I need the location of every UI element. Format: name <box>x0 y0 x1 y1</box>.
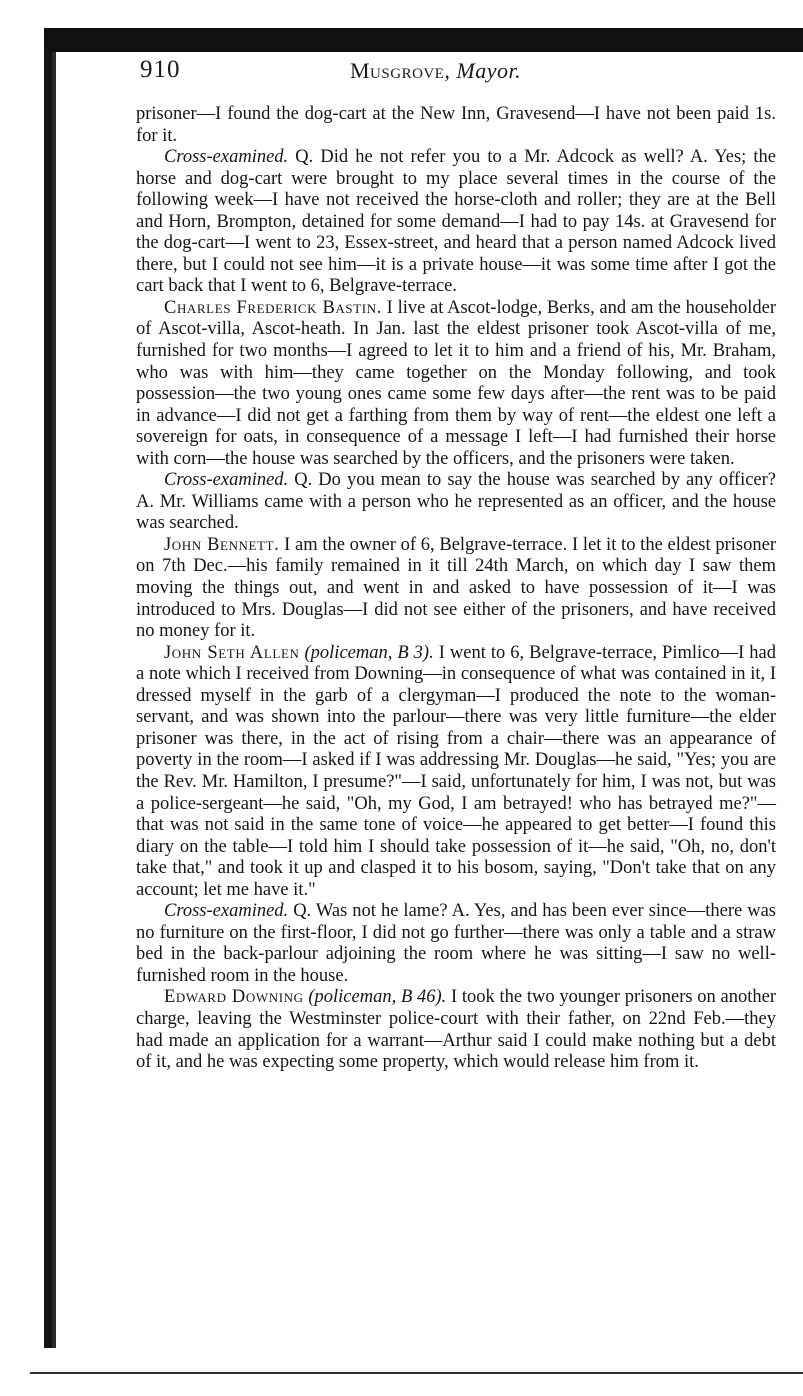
witness-note: (policeman, B 46). <box>303 987 447 1008</box>
witness-name: John Bennett. <box>164 534 280 555</box>
body-text <box>136 104 776 1074</box>
paragraph-2 <box>136 147 776 298</box>
paragraph-6 <box>136 643 776 902</box>
witness-name: John Seth Allen <box>164 642 300 663</box>
witness-name: Charles Frederick Bastin. <box>164 297 382 318</box>
cross-examined-lead: Cross-examined. <box>164 147 289 168</box>
paragraph-3 <box>136 298 776 470</box>
paragraph-text: prisoner—I found the dog-cart at the New Inn, Gravesend—I have not been paid 1s. for it. <box>136 104 776 146</box>
paragraph-8 <box>136 987 776 1073</box>
paragraph-text: I live at Ascot-lodge, Berks, and am the householder of Ascot-villa, Ascot-heath. In Jan. last the eldest prisoner took Ascot-villa of me, furnished for two months—I agreed to let it to him and a friend of his, Mr. Braham, who was with him—they came together on the Monday following, and took possession—the two young ones came some few days after—the rent was to be paid in advance—I did not get a farthing from them by way of rent—the eldest one left a sovereign for oats, in consequence of a message I left—I had furnished their horse with corn—the house was searched by the officers, and the prisoners were taken. <box>136 297 776 469</box>
book-binding-edge <box>0 0 52 1396</box>
paragraph-text: Q. Do you mean to say the house was searched by any officer? A. Mr. Williams came with a person who he represented as an officer, and the house was searched. <box>136 470 776 534</box>
running-head-name: Musgrove, <box>350 58 451 83</box>
paragraph-text: Q. Was not he lame? A. Yes, and has been ever since—there was no furniture on the first-floor, I did not go further—there was only a table and a straw bed in the back-parlour adjoining the room where he was sitting—I saw no well-furnished room in the house. <box>136 901 776 986</box>
running-head-title: Mayor. <box>456 58 522 83</box>
paragraph-text: Q. Did he not refer you to a Mr. Adcock as well? A. Yes; the horse and dog-cart were brought to my place several times in the course of the following week—I have not received the horse-cloth and roller; they are at the Bell and Horn, Brompton, detained for some demand—I had to pay 14s. at Gravesend for the dog-cart—I went to 23, Essex-street, and heard that a person named Adcock lived there, but I could not see him—it is a private house—it was some time after I got the cart back that I went to 6, Belgrave-terrace. <box>136 147 776 297</box>
scan-bottom-edge <box>30 1372 803 1374</box>
page-number: 910 <box>140 56 181 83</box>
paragraph-text: I took the two younger prisoners on another charge, leaving the Westminster police-court with their father, on 22nd Feb.—they had made an application for a warrant—Arthur said I could make nothing but a debt of it, and he was expecting some property, which would release him from it. <box>136 987 776 1073</box>
cross-examined-lead: Cross-examined. <box>164 901 289 922</box>
witness-name: Edward Downing <box>164 987 304 1008</box>
paragraph-4 <box>136 470 776 535</box>
running-head <box>350 58 521 84</box>
witness-note: (policeman, B 3). <box>299 642 434 663</box>
page-header <box>140 56 660 86</box>
paragraph-text: I am the owner of 6, Belgrave-terrace. I let it to the eldest prisoner on 7th Dec.—his family remained in it till 24th March, on which day I saw them moving the things out, and went in and asked to have possession of it—I was introduced to Mrs. Douglas—I did not see either of the prisoners, and have received no money for it. <box>136 534 776 642</box>
cross-examined-lead: Cross-examined. <box>164 470 289 491</box>
paragraph-text: I went to 6, Belgrave-terrace, Pimlico—I had a note which I received from Downing—in consequence of what was contained in it, I dressed myself in the garb of a clergyman—I produced the note to the woman-servant, and was shown into the parlour—there was very little furniture—the elder prisoner was there, in the act of rising from a chair—there was an appearance of poverty in the room—I asked if I was addressing Mr. Douglas—he said, "Yes; you are the Rev. Mr. Hamilton, I presume?"—I said, unfortunately for him, I was not, but was a police-sergeant—he said, "Oh, my God, I am betrayed! who has betrayed me?"—that was not said in the same tone of voice—he appeared to get better—I found this diary on the table—I told him I should take possession of it—he said, "Oh, no, don't take that," and took it up and clasped it to his bosom, saying, "Don't take that on any account; let me have it." <box>136 642 776 900</box>
paragraph-1 <box>136 104 776 147</box>
paragraph-5 <box>136 535 776 643</box>
scan-top-border <box>44 28 803 52</box>
paragraph-7 <box>136 901 776 987</box>
